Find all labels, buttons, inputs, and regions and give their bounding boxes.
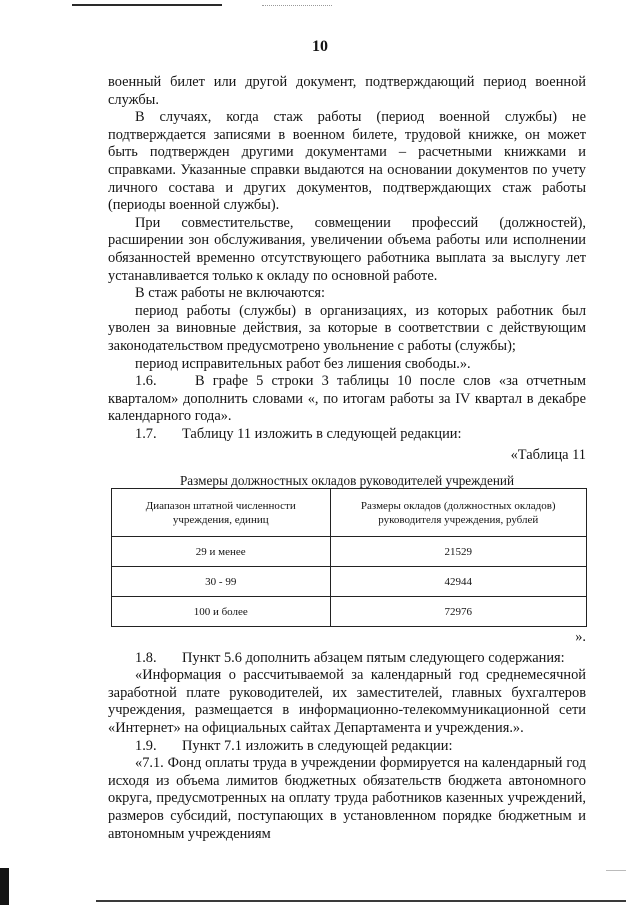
item-1-9-number: 1.9.: [135, 737, 157, 754]
cell-salary: 21529: [330, 537, 587, 567]
cell-salary: 72976: [330, 597, 587, 627]
document-body: [108, 74, 586, 843]
page-number: 10: [312, 38, 328, 55]
cell-staff-range: 100 и более: [112, 597, 331, 627]
paragraph-exclusions-intro: В стаж работы не включаются:: [135, 285, 325, 302]
item-1-8-number: 1.8.: [135, 649, 157, 666]
cell-staff-range: 29 и менее: [112, 537, 331, 567]
table-closing-quote: ».: [575, 629, 586, 646]
scan-artifact-dots: [262, 5, 332, 7]
scan-artifact-edge: [0, 868, 9, 905]
paragraph-exclusion-corrective: период исправительных работ без лишения свободы.».: [135, 355, 471, 372]
table-row: [112, 567, 587, 597]
cell-salary: 42944: [330, 567, 587, 597]
paragraph-exclusion-dismissal: период работы (службы) в организациях, из которых работник был уволен за виновные действия, за которые в соответствии с действующим законодательством предусмотрено увольнение с работы (службы);: [108, 302, 586, 354]
table-row: [112, 537, 587, 567]
item-1-9-quote: «7.1. Фонд оплаты труда в учреждении формируется на календарный год исходя из объема лимитов бюджетных обязательств бюджета автономного округа, предусмотренных на оплату труда работников казенных учреждений, размеров субсидий, поступающих в установленном порядке бюджетным и автономным учреждениям: [108, 755, 586, 842]
table-row: [112, 597, 587, 627]
header-staff-range: Диапазон штатной численности учреждения, единиц: [112, 489, 331, 537]
salary-table: [111, 488, 587, 627]
scan-artifact-bottom: [96, 900, 626, 902]
item-1-7-number: 1.7.: [135, 425, 157, 442]
item-1-7: [108, 426, 586, 444]
item-1-8-text: Пункт 5.6 дополнить абзацем пятым следующего содержания:: [182, 649, 565, 666]
item-1-6: [108, 373, 586, 426]
table-header-row: [112, 489, 587, 537]
scan-artifact-top: [72, 4, 222, 6]
item-1-6-number: 1.6.: [135, 373, 157, 390]
table-title: Размеры должностных окладов руководителей учреждений: [179, 473, 515, 489]
table-label: «Таблица 11: [510, 447, 586, 464]
paragraph-continuation: военный билет или другой документ, подтверждающий период военной службы.: [108, 74, 586, 108]
paragraph-service-proof: В случаях, когда стаж работы (период военной службы) не подтверждается записями в военном билете, трудовой книжке, он может быть подтвержден другими документами – расчетными книжками и справками. Указанные справки выдаются на основании документов по учету личного состава и других документов, подтверждающих стаж работы (периоды военной службы).: [108, 109, 586, 214]
item-1-9-text: Пункт 7.1 изложить в следующей редакции:: [182, 737, 453, 754]
item-1-6-text: В графе 5 строки 3 таблицы 10 после слов «за отчетным кварталом» дополнить словами «, по итогам работы за IV квартал в декабре календарного года».: [108, 373, 586, 425]
item-1-8: [108, 650, 586, 668]
paragraph-part-time: При совместительстве, совмещении профессий (должностей), расширении зон обслуживания, увеличении объема работы или исполнении обязанностей временно отсутствующего работника выплата за выслугу лет устанавливается только к окладу по основной работе.: [108, 214, 586, 284]
scan-artifact-mark: [606, 870, 626, 871]
cell-staff-range: 30 - 99: [112, 567, 331, 597]
item-1-9: [108, 738, 586, 756]
item-1-7-text: Таблицу 11 изложить в следующей редакции:: [182, 425, 462, 442]
header-salary-size: Размеры окладов (должностных окладов) руководителя учреждения, рублей: [330, 489, 587, 537]
item-1-8-quote: «Информация о рассчитываемой за календарный год среднемесячной заработной плате руководителей, их заместителей, главных бухгалтеров учреждения, размещается в информационно-телекоммуникационной сети «Интернет» на официальных сайтах Департамента и учреждения.».: [108, 667, 586, 737]
